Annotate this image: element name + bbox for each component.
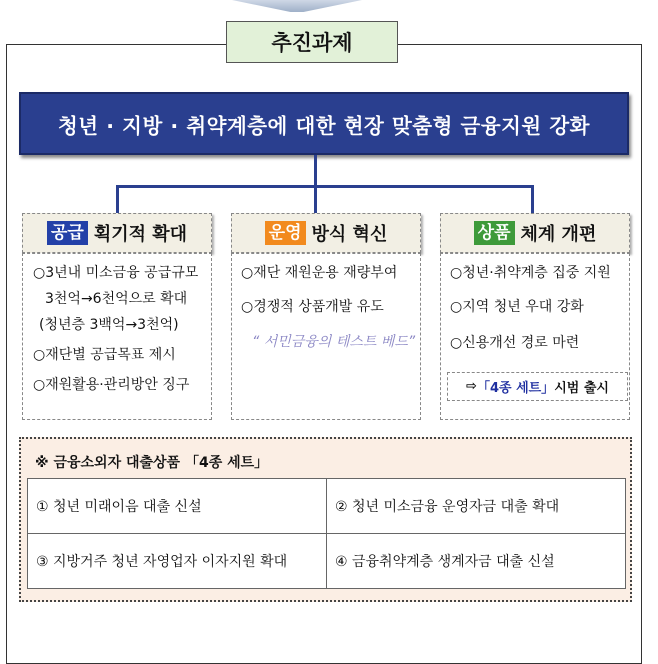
four-set-table — [27, 478, 626, 589]
operation-item: ○경쟁적 상품개발 유도 — [241, 299, 384, 315]
table-cell: ③ 지방거주 청년 자영업자 이자지원 확대 — [28, 534, 327, 589]
column-product-header — [440, 213, 630, 253]
section-title: 추진과제 — [226, 21, 398, 63]
four-set-launch-note — [447, 372, 628, 401]
main-goal-banner: 청년 · 지방 · 취약계층에 대한 현장 맞춤형 금융지원 강화 — [19, 92, 629, 155]
product-title: 체계 개편 — [520, 224, 597, 245]
product-item: ○지역 청년 우대 강화 — [450, 299, 584, 315]
supply-item: ○3년내 미소금융 공급규모 — [33, 265, 199, 281]
operation-title: 방식 혁신 — [311, 224, 388, 245]
column-supply-header — [22, 213, 212, 253]
supply-item: (청년층 3백억→3천억) — [39, 317, 179, 333]
connector-horizontal — [116, 185, 534, 188]
table-cell: ① 청년 미래이음 대출 신설 — [28, 479, 327, 534]
column-operation-header — [231, 213, 421, 253]
test-bed-slogan: “ 서민금융의 테스트 베드” — [252, 334, 416, 350]
connector-middle — [314, 185, 317, 213]
supply-title: 획기적 확대 — [93, 224, 188, 245]
table-row — [28, 479, 626, 534]
top-arrow-decoration — [232, 0, 362, 12]
four-set-note: ※ 금융소외자 대출상품 「4종 세트」 — [35, 455, 269, 471]
connector-left — [116, 185, 119, 213]
table-cell: ④ 금융취약계층 생계자금 대출 신설 — [327, 534, 626, 589]
operation-item: ○재단 재원운용 재량부여 — [241, 265, 398, 281]
connector-trunk — [314, 155, 317, 186]
supply-item: ○재원활용·관리방안 징구 — [33, 377, 190, 393]
launch-text: 시범 출시 — [554, 381, 609, 396]
operation-tag: 운영 — [265, 221, 306, 245]
supply-item: 3천억→6천억으로 확대 — [45, 291, 188, 307]
connector-right — [531, 185, 534, 213]
table-row — [28, 534, 626, 589]
supply-tag: 공급 — [47, 221, 88, 245]
supply-item: ○재단별 공급목표 제시 — [33, 347, 176, 363]
product-item: ○청년·취약계층 집중 지원 — [450, 265, 611, 281]
double-arrow-icon: ⇨ — [466, 379, 477, 394]
table-cell: ② 청년 미소금융 운영자금 대출 확대 — [327, 479, 626, 534]
four-set-highlight: 「4종 세트」 — [476, 381, 555, 396]
product-item: ○신용개선 경로 마련 — [450, 335, 580, 351]
product-tag: 상품 — [474, 221, 515, 245]
